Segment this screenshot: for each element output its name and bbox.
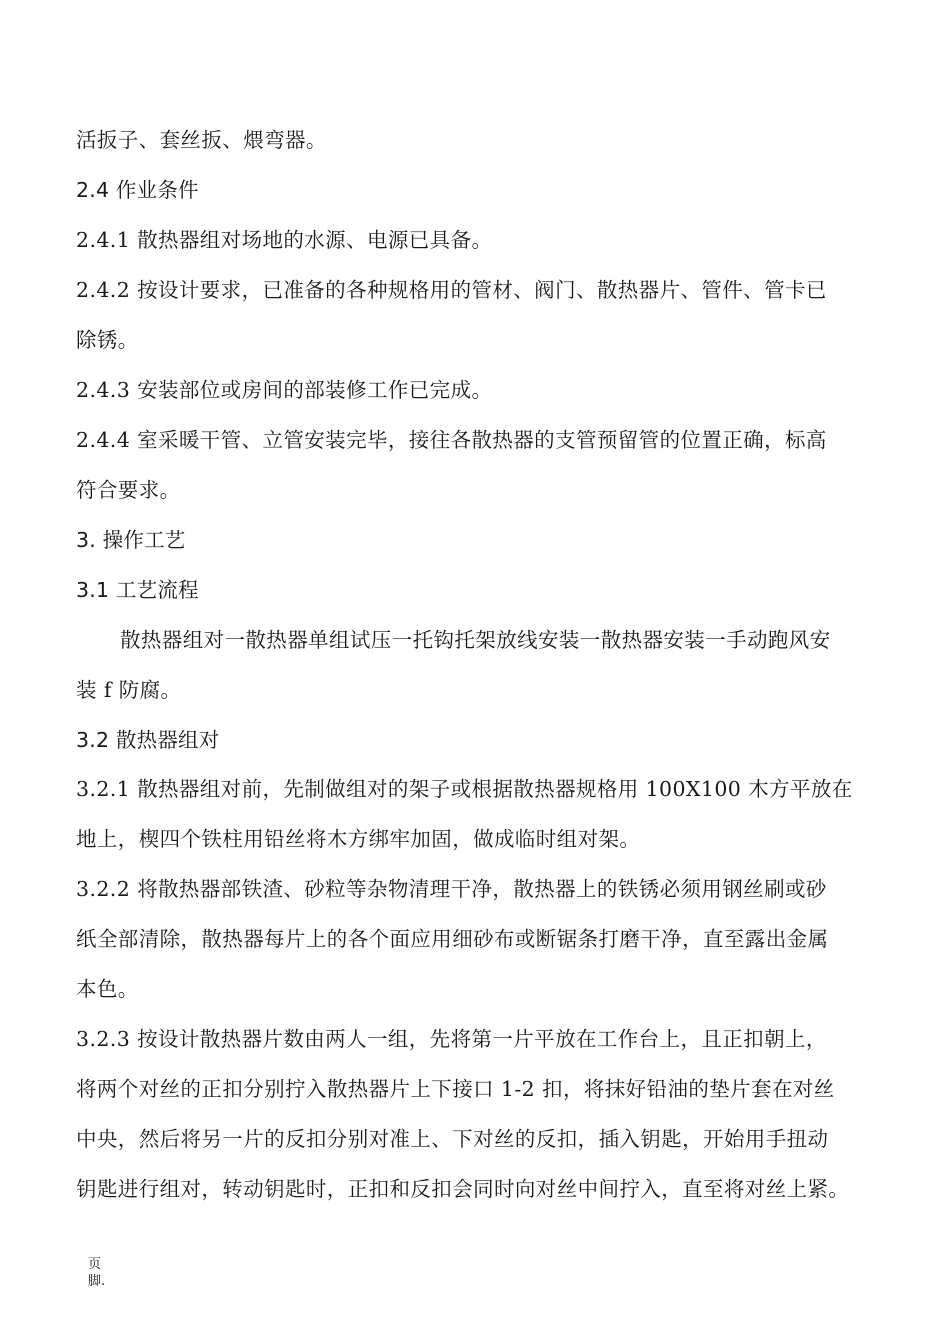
text-line: 3.2.2 将散热器部铁渣、砂粒等杂物清理干净，散热器上的铁锈必须用钢丝刷或砂 bbox=[76, 877, 827, 901]
text-line: 中央，然后将另一片的反扣分别对准上、下对丝的反扣，插入钥匙，开始用手扭动 bbox=[76, 1127, 829, 1151]
text-line: 2.4.1 散热器组对场地的水源、电源已具备。 bbox=[76, 228, 493, 252]
section-heading-3: 3. 操作工艺 bbox=[76, 528, 186, 552]
footer-line-2: 脚. bbox=[88, 1274, 106, 1289]
text-line: 钥匙进行组对，转动钥匙时，正扣和反扣会同时向对丝中间拧入，直至将对丝上紧。 bbox=[76, 1177, 850, 1201]
text-line: 3.2.1 散热器组对前，先制做组对的架子或根据散热器规格用 100X100 木方平放在 bbox=[76, 777, 853, 801]
text-line: 2.4.3 安装部位或房间的部装修工作已完成。 bbox=[76, 378, 493, 402]
text-line: 2.4.2 按设计要求，已准备的各种规格用的管材、阀门、散热器片、管件、管卡已 bbox=[76, 278, 827, 302]
footer-line-1: 页 bbox=[88, 1257, 102, 1272]
section-heading-3-1: 3.1 工艺流程 bbox=[76, 578, 199, 602]
text-line: 活扳子、套丝扳、煨弯器。 bbox=[76, 128, 327, 152]
section-heading-3-2: 3.2 散热器组对 bbox=[76, 728, 220, 752]
text-line: 2.4.4 室采暖干管、立管安装完毕，接往各散热器的支管预留管的位置正确，标高 bbox=[76, 428, 827, 452]
text-line: 符合要求。 bbox=[76, 478, 181, 502]
text-line: 3.2.3 按设计散热器片数由两人一组，先将第一片平放在工作台上，且正扣朝上， bbox=[76, 1027, 827, 1051]
text-line: 地上，楔四个铁柱用铅丝将木方绑牢加固，做成临时组对架。 bbox=[76, 827, 641, 851]
text-line: 将两个对丝的正扣分别拧入散热器片上下接口 1-2 扣，将抹好铅油的垫片套在对丝 bbox=[76, 1077, 835, 1101]
text-line: 本色。 bbox=[76, 977, 139, 1001]
text-line: 除锈。 bbox=[76, 328, 139, 352]
text-line: 散热器组对一散热器单组试压一托钩托架放线安装一散热器安装一手动跑风安 bbox=[120, 628, 831, 652]
text-line: 纸全部清除，散热器每片上的各个面应用细砂布或断锯条打磨干净，直至露出金属 bbox=[76, 927, 829, 951]
text-line: 装 f 防腐。 bbox=[76, 678, 182, 702]
section-heading-2-4: 2.4 作业条件 bbox=[76, 178, 199, 202]
